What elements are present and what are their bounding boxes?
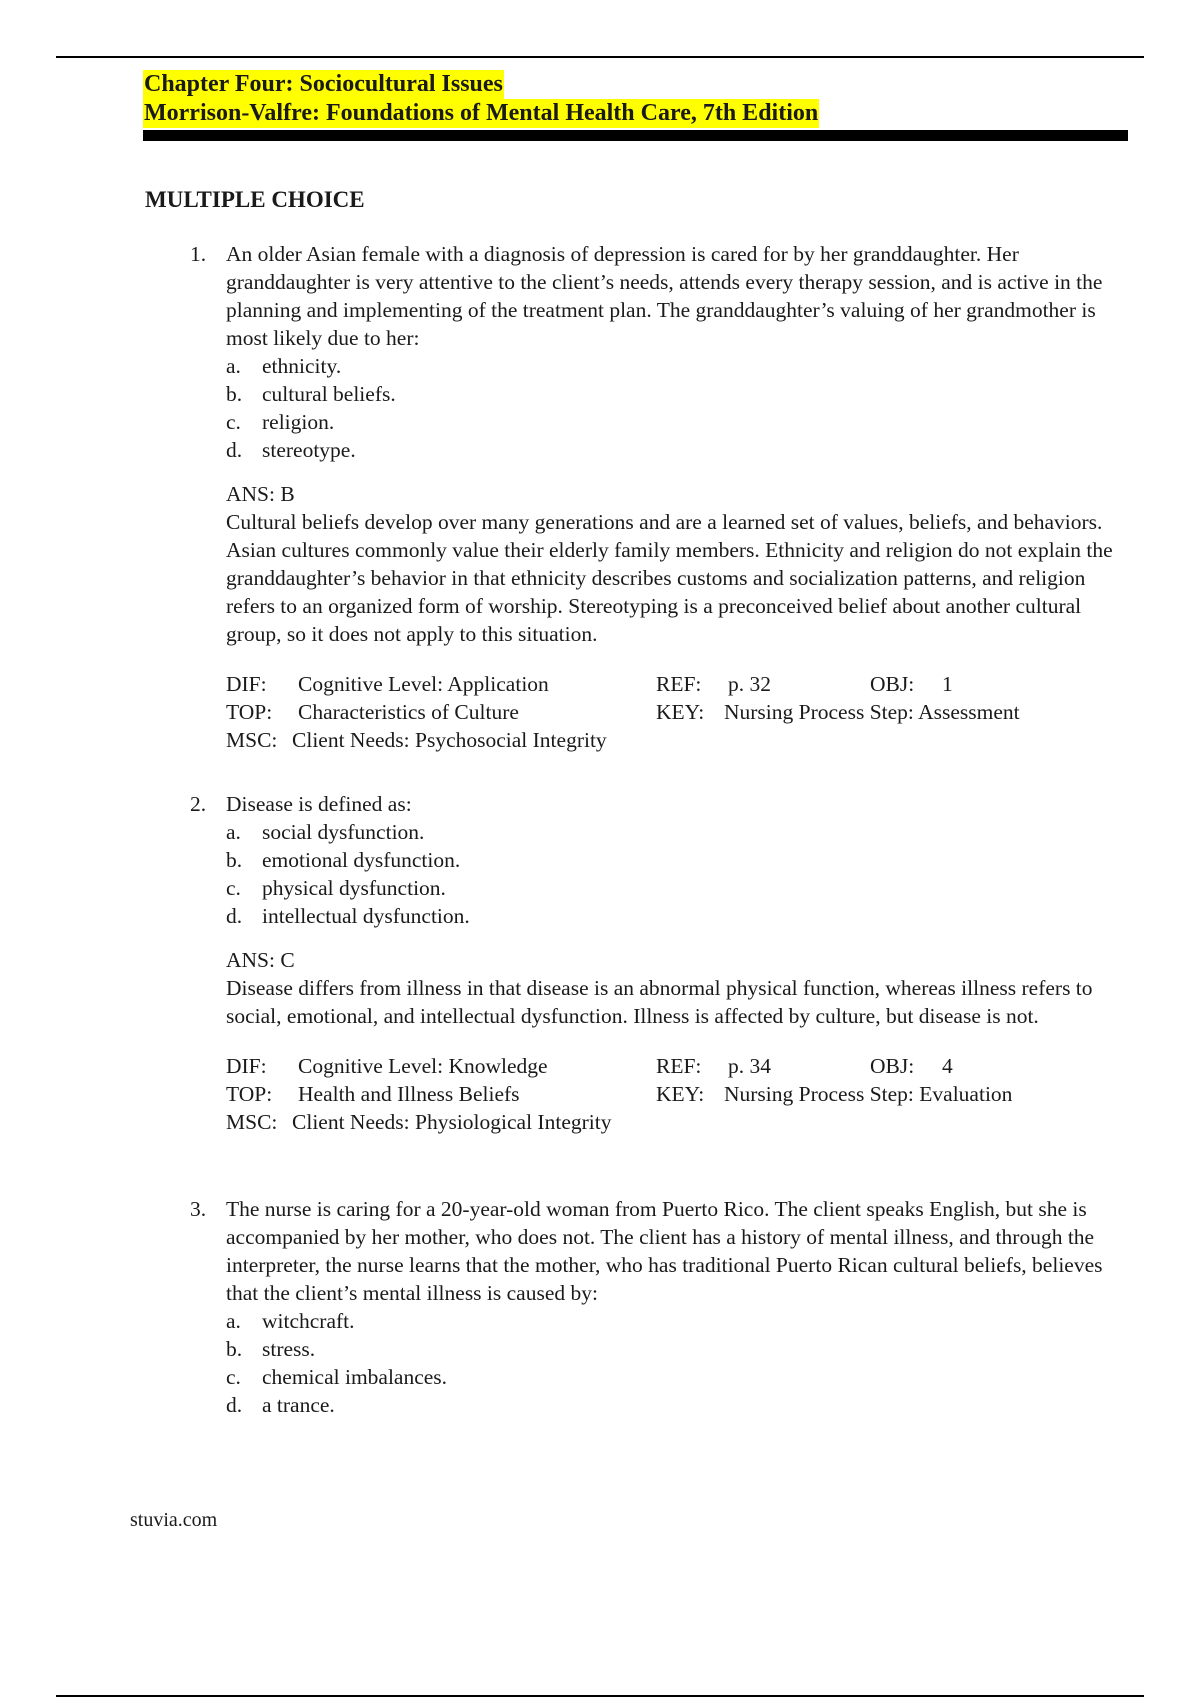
option-text: religion.	[262, 410, 335, 434]
ref-value: p. 32	[728, 672, 771, 696]
rationale: Disease differs from illness in that disease is an abnormal physical function, whereas illness refers to social, emotional, and intellectual dysfunction. Illness is affected by culture, but disease is not.	[226, 976, 1093, 1028]
option-letter: d.	[226, 904, 243, 928]
dif-value: Cognitive Level: Knowledge	[298, 1054, 548, 1078]
option-letter: d.	[226, 1393, 243, 1417]
top-label: TOP:	[226, 700, 273, 724]
question-stem: Disease is defined as:	[226, 792, 412, 816]
book-title: Morrison-Valfre: Foundations of Mental Health Care, 7th Edition	[144, 100, 819, 126]
option-text: emotional dysfunction.	[262, 848, 461, 872]
option-b	[226, 846, 1130, 874]
answer-options	[226, 352, 1130, 464]
option-text: witchcraft.	[262, 1309, 355, 1333]
rationale: Cultural beliefs develop over many generations and are a learned set of values, beliefs, and behaviors. Asian cultures commonly value their elderly family members. Ethnicity and religion do not explain the granddaughter’s behavior in that ethnicity describes customs and socialization patterns, and religion refers to an organized form of worship. Stereotyping is a preconceived belief about another cultural group, so it does not apply to this situation.	[226, 510, 1113, 646]
option-d	[226, 1391, 1130, 1419]
option-letter: b.	[226, 382, 243, 406]
key-value: Nursing Process Step: Evaluation	[724, 1082, 1013, 1106]
option-a	[226, 818, 1130, 846]
top-label: TOP:	[226, 1082, 273, 1106]
option-b	[226, 380, 1130, 408]
key-value: Nursing Process Step: Assessment	[724, 700, 1020, 724]
answer-key: ANS: B	[226, 482, 295, 506]
answer-options	[226, 1307, 1130, 1419]
msc-value: Client Needs: Physiological Integrity	[292, 1110, 612, 1134]
ref-value: p. 34	[728, 1054, 771, 1078]
key-label: KEY:	[656, 700, 705, 724]
top-value: Health and Illness Beliefs	[298, 1082, 520, 1106]
option-b	[226, 1335, 1130, 1363]
question-stem: An older Asian female with a diagnosis of depression is cared for by her granddaughter. Her granddaughter is very attentive to the client’s needs, attends every therapy session, and is active in the planning and implementing of the treatment plan. The granddaughter’s valuing of her grandmother is most likely due to her:	[226, 242, 1103, 350]
top-page-rule	[56, 56, 1144, 58]
obj-value: 1	[942, 672, 953, 696]
obj-value: 4	[942, 1054, 953, 1078]
option-letter: a.	[226, 1309, 241, 1333]
header-divider	[143, 130, 1128, 141]
document-header	[143, 70, 819, 128]
key-label: KEY:	[656, 1082, 705, 1106]
question-metadata	[226, 1052, 1130, 1136]
option-a	[226, 1307, 1130, 1335]
question-number: 3.	[190, 1197, 207, 1221]
footer-source: stuvia.com	[130, 1509, 218, 1531]
question-number: 2.	[190, 792, 207, 816]
option-text: stress.	[262, 1337, 316, 1361]
option-d	[226, 902, 1130, 930]
msc-label: MSC:	[226, 728, 278, 752]
option-letter: c.	[226, 876, 241, 900]
top-value: Characteristics of Culture	[298, 700, 519, 724]
answer-key: ANS: C	[226, 948, 295, 972]
dif-label: DIF:	[226, 1054, 267, 1078]
obj-label: OBJ:	[870, 672, 915, 696]
ref-label: REF:	[656, 672, 702, 696]
question-1	[190, 240, 1130, 754]
option-text: ethnicity.	[262, 354, 342, 378]
question-3	[190, 1195, 1130, 1419]
option-letter: a.	[226, 820, 241, 844]
obj-label: OBJ:	[870, 1054, 915, 1078]
option-d	[226, 436, 1130, 464]
question-stem: The nurse is caring for a 20-year-old woman from Puerto Rico. The client speaks English, but she is accompanied by her mother, who does not. The client has a history of mental illness, and through the interpreter, the nurse learns that the mother, who has traditional Puerto Rican cultural beliefs, believes that the client’s mental illness is caused by:	[226, 1197, 1103, 1305]
bottom-page-rule	[56, 1695, 1144, 1697]
option-text: chemical imbalances.	[262, 1365, 448, 1389]
chapter-title: Chapter Four: Sociocultural Issues	[144, 71, 503, 97]
option-letter: b.	[226, 848, 243, 872]
option-letter: c.	[226, 410, 241, 434]
option-c	[226, 874, 1130, 902]
answer-options	[226, 818, 1130, 930]
option-letter: c.	[226, 1365, 241, 1389]
ref-label: REF:	[656, 1054, 702, 1078]
option-text: stereotype.	[262, 438, 356, 462]
question-2	[190, 790, 1130, 1136]
option-text: social dysfunction.	[262, 820, 425, 844]
question-metadata	[226, 670, 1130, 754]
section-title: MULTIPLE CHOICE	[145, 187, 365, 212]
msc-label: MSC:	[226, 1110, 278, 1134]
option-text: physical dysfunction.	[262, 876, 446, 900]
dif-label: DIF:	[226, 672, 267, 696]
option-text: intellectual dysfunction.	[262, 904, 470, 928]
option-c	[226, 408, 1130, 436]
option-letter: b.	[226, 1337, 243, 1361]
option-letter: a.	[226, 354, 241, 378]
msc-value: Client Needs: Psychosocial Integrity	[292, 728, 607, 752]
option-text: cultural beliefs.	[262, 382, 396, 406]
dif-value: Cognitive Level: Application	[298, 672, 549, 696]
option-c	[226, 1363, 1130, 1391]
option-a	[226, 352, 1130, 380]
option-text: a trance.	[262, 1393, 335, 1417]
question-number: 1.	[190, 242, 207, 266]
option-letter: d.	[226, 438, 243, 462]
